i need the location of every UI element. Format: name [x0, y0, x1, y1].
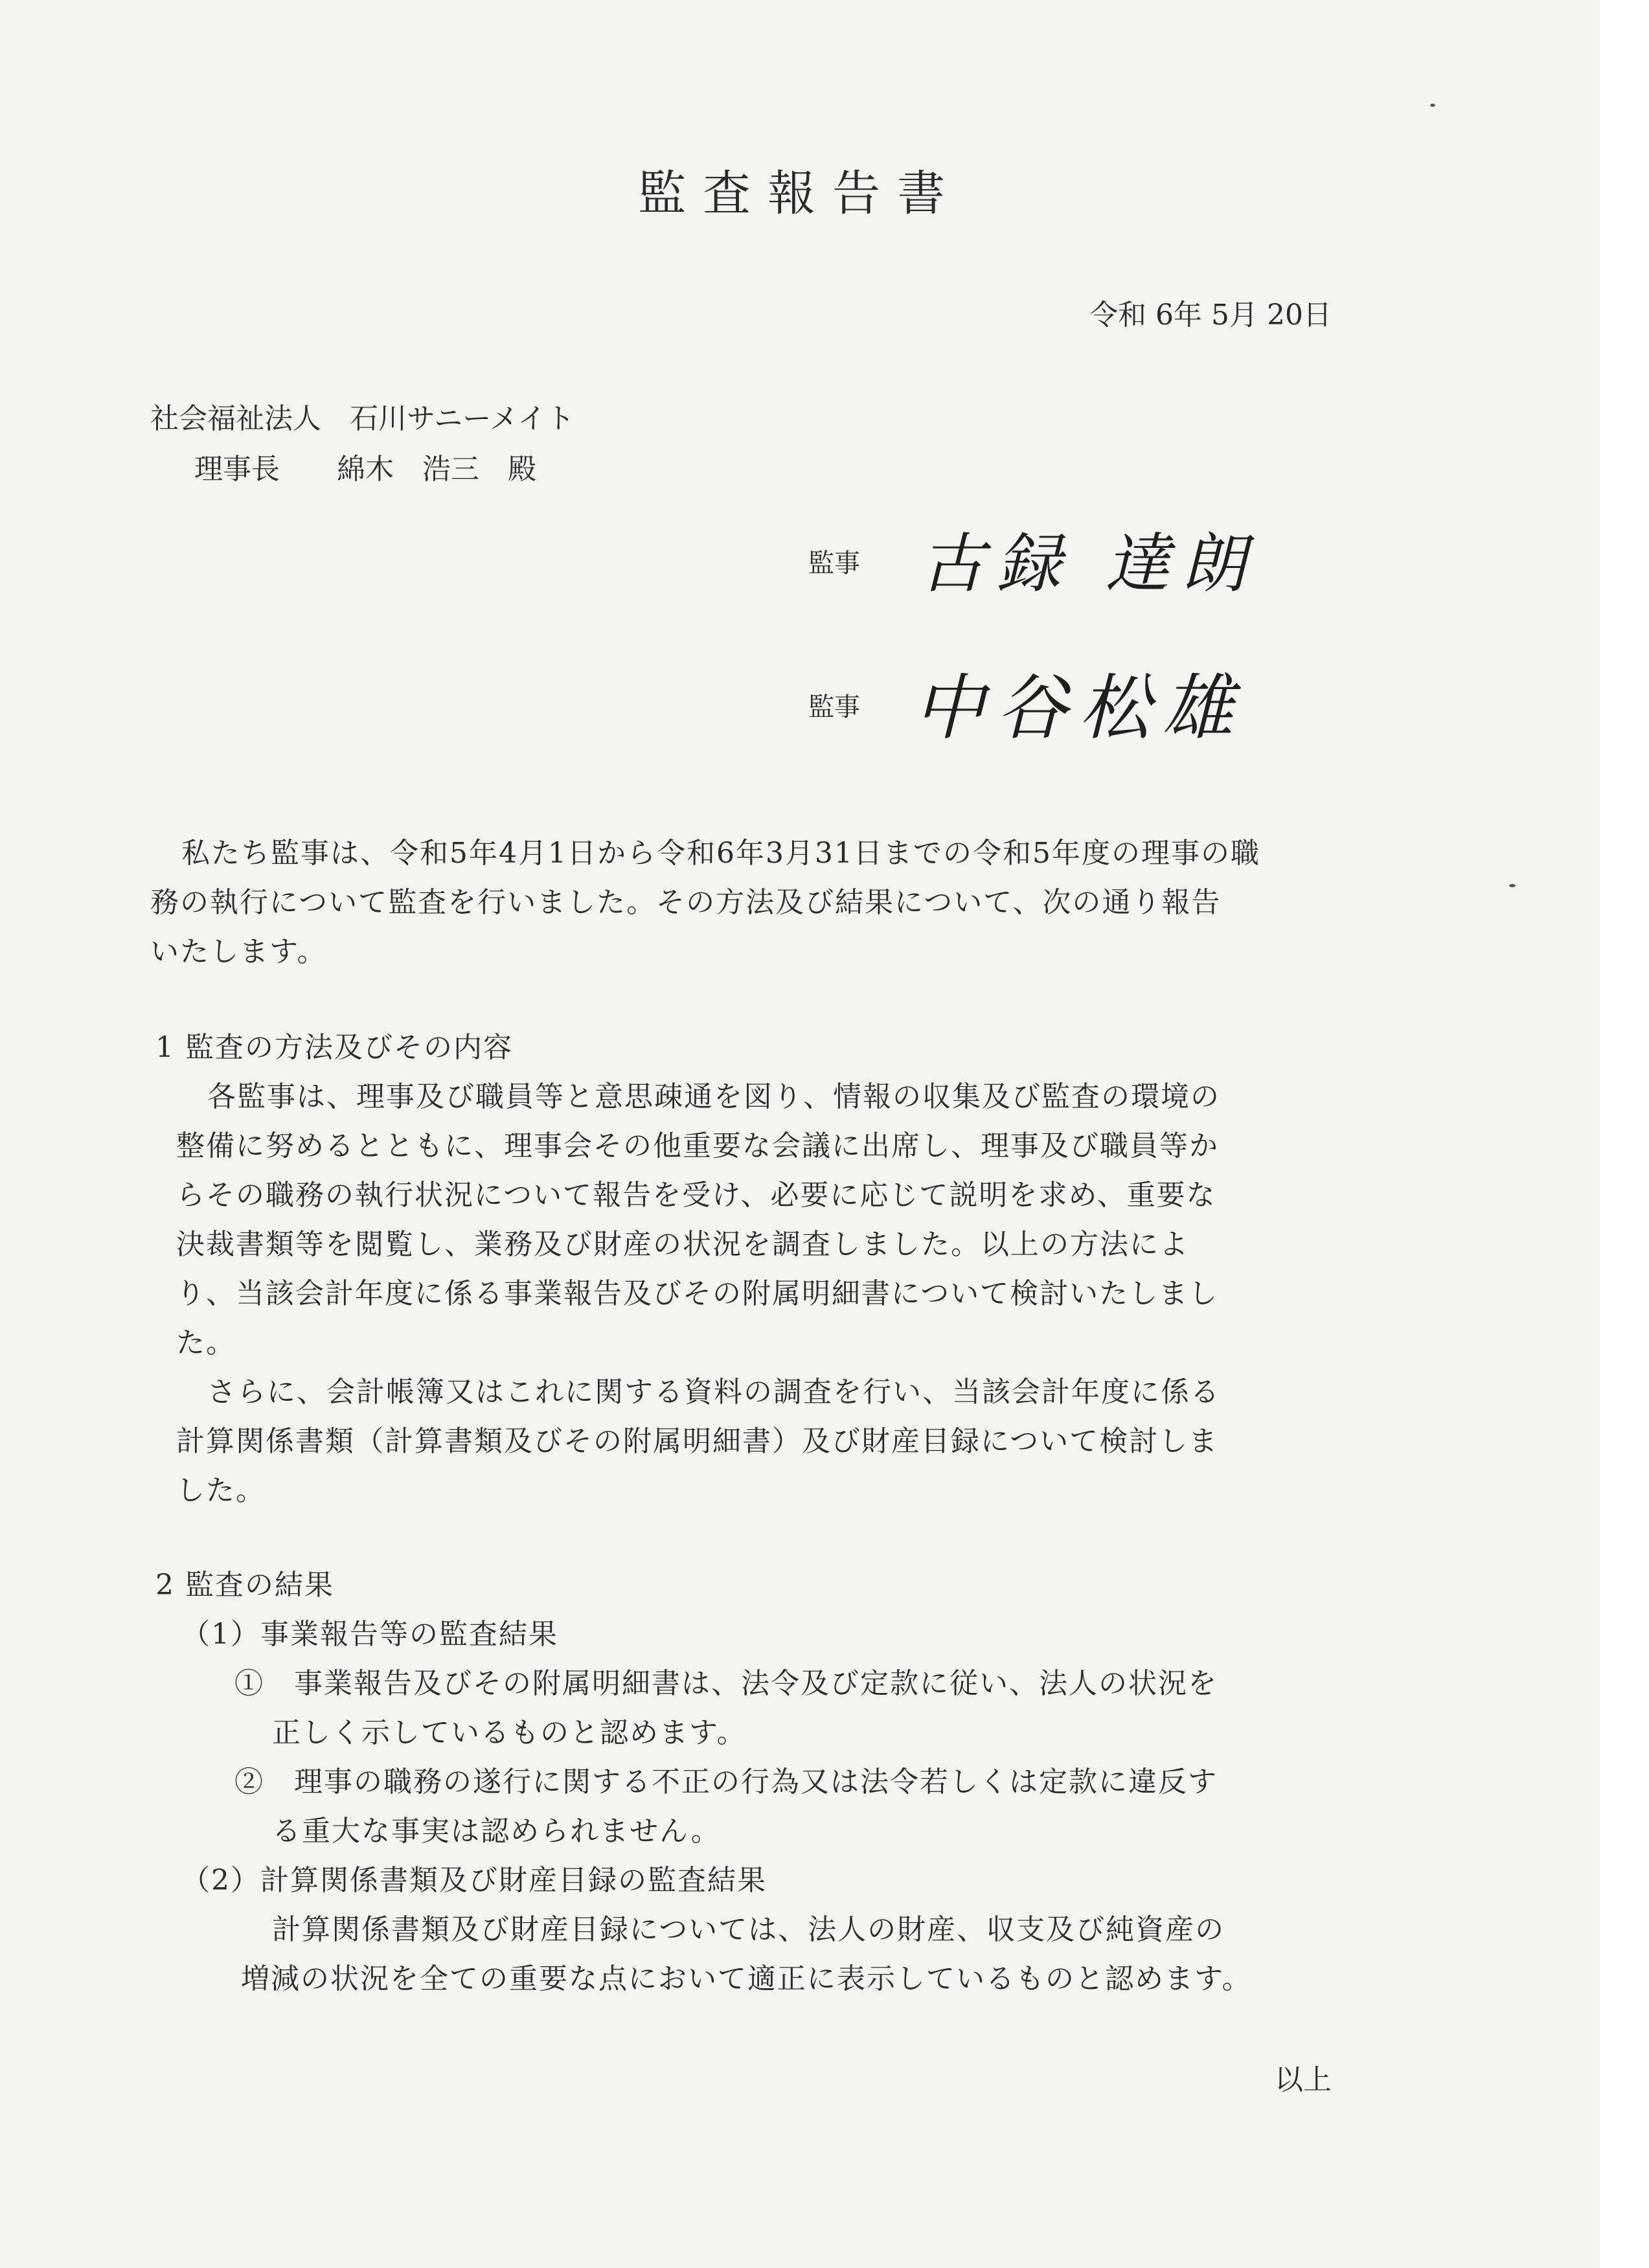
- section-2-sub-1-item-2-line-2: る重大な事実は認められません。: [272, 1815, 721, 1848]
- section-2-sub-1-item-1-line-2: 正しく示しているものと認めます。: [272, 1716, 747, 1749]
- section-1-line-6: た。: [176, 1326, 236, 1359]
- section-2-sub-1-heading: （1）事業報告等の監査結果: [181, 1618, 558, 1651]
- section-1-line-5: り、当該会計年度に係る事業報告及びその附属明細書について検討いたしまし: [176, 1277, 1219, 1310]
- auditor-2-signature: 中谷松雄: [913, 666, 1245, 749]
- section-1-line-4: 決裁書類等を閲覧し、業務及び財産の状況を調査しました。以上の方法によ: [176, 1228, 1189, 1261]
- scan-margin: [1600, 0, 1649, 2268]
- section-1-line-1: 各監事は、理事及び職員等と意思疎通を図り、情報の収集及び監査の環境の: [207, 1080, 1220, 1113]
- scan-speck: [1430, 104, 1435, 107]
- intro-line-1: 私たち監事は、令和5年4月1日から令和6年3月31日までの令和5年度の理事の職: [181, 837, 1260, 870]
- page-title: 監査報告書: [638, 166, 962, 221]
- section-1-line-2: 整備に努めるとともに、理事会その他重要な会議に出席し、理事及び職員等か: [176, 1129, 1219, 1162]
- section-1-line-7: さらに、会計帳簿又はこれに関する資料の調査を行い、当該会計年度に係る: [207, 1376, 1220, 1409]
- auditor-1-label: 監事: [808, 549, 860, 578]
- section-1-line-9: した。: [176, 1474, 266, 1507]
- section-1-line-3: らその職務の執行状況について報告を受け、必要に応じて説明を求め、重要な: [176, 1179, 1216, 1212]
- intro-line-2: 務の執行について監査を行いました。その方法及び結果について、次の通り報告: [150, 886, 1222, 919]
- auditor-1-signature: 古録 達朗: [920, 526, 1258, 602]
- section-1-heading: 1 監査の方法及びその内容: [155, 1031, 513, 1064]
- closing-mark: 以上: [1275, 2063, 1332, 2096]
- addressee-organization: 社会福祉法人 石川サニーメイト: [150, 402, 575, 435]
- section-2-heading: 2 監査の結果: [155, 1569, 334, 1602]
- auditor-2-label: 監事: [808, 692, 860, 722]
- intro-line-3: いたします。: [150, 935, 327, 968]
- section-2-sub-2-heading: （2）計算関係書類及び財産目録の監査結果: [181, 1864, 767, 1897]
- scan-speck: [1509, 884, 1516, 887]
- section-2-sub-1-item-1-line-1: ① 事業報告及びその附属明細書は、法令及び定款に従い、法人の状況を: [234, 1667, 1218, 1700]
- addressee-person: 理事長 綿木 浩三 殿: [194, 453, 536, 486]
- section-2-sub-1-item-2-line-1: ② 理事の職務の遂行に関する不正の行為又は法令若しくは定款に違反す: [234, 1765, 1218, 1798]
- section-2-sub-2-line-2: 増減の状況を全ての重要な点において適正に表示しているものと認めます。: [241, 1962, 1252, 1995]
- report-date: 令和 6年 5月 20日: [1089, 299, 1332, 332]
- section-2-sub-2-line-1: 計算関係書類及び財産目録については、法人の財産、収支及び純資産の: [272, 1913, 1225, 1946]
- section-1-line-8: 計算関係書類（計算書類及びその附属明細書）及び財産目録について検討しま: [176, 1425, 1219, 1458]
